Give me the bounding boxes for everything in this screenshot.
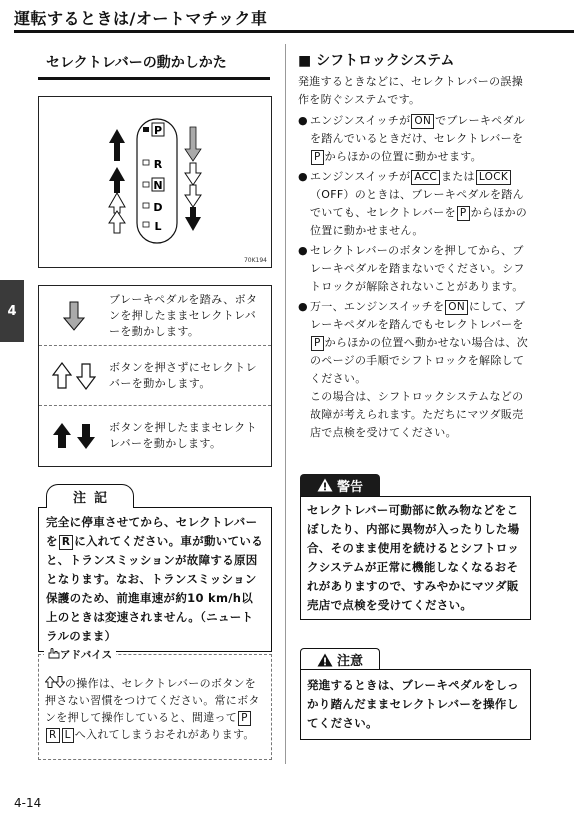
note-text-part: に入れてください。車が動いていると、トランスミッションが故障する原因となります。なお、トランスミッション保護のため、前進車速が約10 km/h以上のときは変速されません。（ニュートラルのまま） xyxy=(46,534,264,643)
position-label-p: P xyxy=(153,124,163,137)
column-divider xyxy=(285,44,286,764)
list-item xyxy=(298,242,532,296)
legend-row xyxy=(39,406,271,466)
text: または xyxy=(440,170,475,183)
outline-down-arrow-icon xyxy=(76,362,96,390)
caution-header xyxy=(300,648,380,670)
solid-down-arrow-icon xyxy=(76,422,96,450)
bullet-icon: ● xyxy=(298,114,308,127)
outline-up-arrow-icon xyxy=(52,362,72,390)
warning-title: 警告 xyxy=(336,479,363,495)
page-number: 4-14 xyxy=(14,796,42,810)
outline-down-arrow-icon xyxy=(185,185,201,207)
legend-text: ボタンを押さずにセレクトレバーを動かします。 xyxy=(109,360,257,390)
gear-p-box: P xyxy=(457,206,470,221)
switch-acc-box: ACC xyxy=(411,170,440,185)
list-item xyxy=(298,298,532,442)
text: この場合は、シフトロックシステムなどの故障が考えられます。ただちにマツダ販売店で点検を受けてください。 xyxy=(310,390,524,439)
list-item-body xyxy=(310,298,532,442)
gear-p-box: P xyxy=(311,336,324,351)
text: エンジンスイッチが xyxy=(310,114,411,127)
bullet-icon: ● xyxy=(298,300,308,313)
gray-down-arrow-icon xyxy=(63,300,85,332)
r-indicator-mark xyxy=(143,160,149,165)
position-label-l: L xyxy=(154,220,162,233)
text: でブレーキペダルを踏んでいるときだけ、セレクトレバーを xyxy=(310,114,526,145)
switch-lock-box: LOCK xyxy=(476,170,511,185)
solid-up-arrow-icon xyxy=(109,129,125,161)
hand-pointer-icon xyxy=(48,648,60,659)
list-item xyxy=(298,112,532,166)
text: からほかの位置へ動かせない場合は、次のページの手順でシフトロックを解除してください。 xyxy=(310,336,529,385)
diagram-code: 70K194 xyxy=(243,257,267,264)
warning-box: セレクトレバー可動部に飲み物などをこぼしたり、内部に異物が入ったりした場合、そのまま使用を続けるとシフトロックシステムが正常に機能しなくなるおそれがありますので、すみやかにマツダ販売店で点検を受けてください。 xyxy=(300,496,531,620)
legend-icons xyxy=(39,300,109,332)
list-item-body: セレクトレバーのボタンを押してから、ブレーキペダルを踏まないでください。シフトロックが解除されないことがあります。 xyxy=(310,244,525,293)
list-item xyxy=(298,168,532,240)
solid-down-arrow-icon xyxy=(185,207,201,231)
outline-up-arrow-icon xyxy=(109,211,125,233)
legend-icons xyxy=(39,422,109,450)
l-indicator-mark xyxy=(143,222,149,227)
switch-on-box: ON xyxy=(411,114,434,129)
text: にして、ブレーキペダルを踏んでもセレクトレバーを xyxy=(310,300,526,331)
warning-triangle-icon xyxy=(317,478,333,492)
text: 万一、エンジンスイッチを xyxy=(310,300,445,313)
switch-on-box: ON xyxy=(445,300,468,315)
note-box xyxy=(38,507,272,652)
outline-down-arrow-icon xyxy=(55,676,65,688)
selector-lever-diagram xyxy=(38,96,272,268)
n-indicator-mark xyxy=(143,182,149,187)
section-heading: セレクトレバーの動かしかた xyxy=(38,52,270,80)
outline-up-arrow-icon xyxy=(109,193,125,213)
gear-p-box: P xyxy=(238,711,251,726)
list-item-body xyxy=(310,168,532,240)
d-indicator-mark xyxy=(143,203,149,208)
outline-down-arrow-icon xyxy=(185,163,201,185)
note-title: 注記 xyxy=(46,484,134,508)
position-label-r: R xyxy=(153,158,163,171)
text: （OFF）のときは、ブレーキペダルを踏んでいても、セレクトレバーを xyxy=(310,188,524,219)
advice-text-part: へ入れてしまうおそれがあります。 xyxy=(74,728,255,741)
caution-title: 注意 xyxy=(336,654,363,669)
page-header-title: 運転するときは/オートマチック車 xyxy=(14,9,268,28)
gear-p-box: P xyxy=(311,150,324,165)
legend-text: ボタンを押したままセレクトレバーを動かします。 xyxy=(109,421,257,450)
legend-text: ブレーキペダルを踏み、ボタンを押したままセレクトレバーを動かします。 xyxy=(109,292,258,338)
text: からほかの位置に動かせません。 xyxy=(310,206,528,237)
shift-lock-list xyxy=(298,112,532,444)
list-item-body xyxy=(310,112,532,166)
gear-l-box: L xyxy=(62,728,74,743)
position-label-n: N xyxy=(153,179,163,192)
p-indicator-mark xyxy=(143,127,149,132)
advice-text-part: の操作は、セレクトレバーのボタンを押さない習慣をつけてください。常にボタンを押して操作していると、間違って xyxy=(45,677,260,724)
chapter-tab: 4 xyxy=(0,280,24,342)
position-label-d: D xyxy=(153,201,163,214)
gear-r-box: R xyxy=(59,535,73,550)
advice-box xyxy=(38,654,272,760)
gray-down-arrow-icon xyxy=(185,127,201,161)
shift-lock-heading: ■ シフトロックシステム xyxy=(298,53,455,69)
text: エンジンスイッチが xyxy=(310,170,411,183)
legend-row xyxy=(39,346,271,406)
shift-lock-intro: 発進するときなどに、セレクトレバーの誤操作を防ぐシステムです。 xyxy=(298,75,524,106)
solid-up-arrow-icon xyxy=(109,167,125,193)
warning-header xyxy=(300,474,380,496)
bullet-icon: ● xyxy=(298,170,308,183)
advice-title xyxy=(44,647,116,662)
legend-row xyxy=(39,286,271,346)
legend-icons xyxy=(39,362,109,390)
selector-diagram-svg xyxy=(39,97,273,269)
bullet-icon: ● xyxy=(298,244,308,257)
note-text-part: 完全に停車させてから、セレクトレバーを xyxy=(46,515,258,548)
caution-box: 発進するときは、ブレーキペダルをしっかり踏んだままセレクトレバーを操作してください。 xyxy=(300,669,531,740)
outline-up-arrow-icon xyxy=(45,676,55,688)
header-rule xyxy=(14,30,574,33)
arrow-legend xyxy=(38,285,272,467)
caution-triangle-icon xyxy=(317,653,333,667)
text: からほかの位置に動かせます。 xyxy=(324,150,482,163)
solid-up-arrow-icon xyxy=(52,422,72,450)
gear-r-box: R xyxy=(46,728,60,743)
advice-title-text: アドバイス xyxy=(60,649,113,661)
